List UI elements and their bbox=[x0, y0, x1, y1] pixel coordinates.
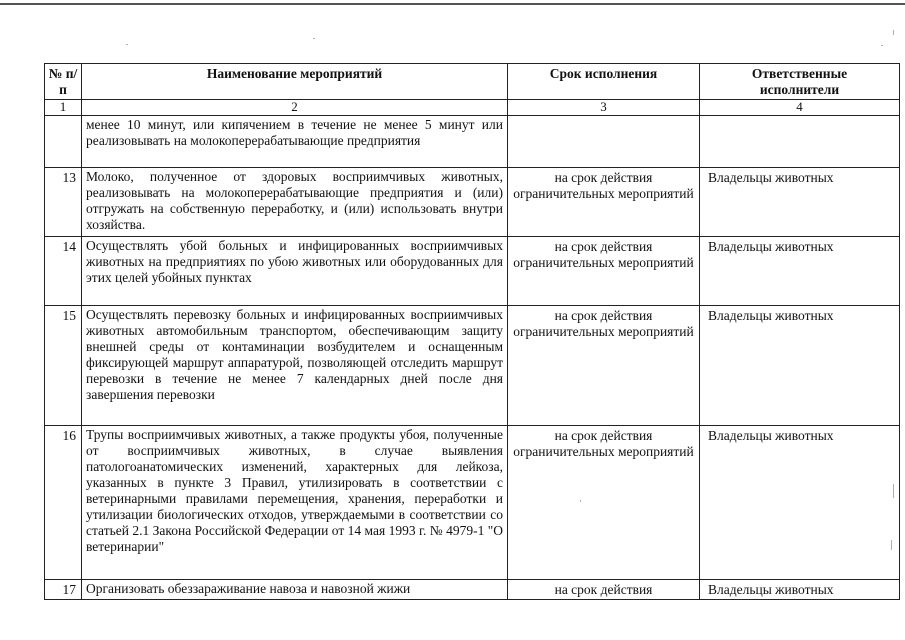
row-number: 15 bbox=[45, 306, 82, 426]
table-row bbox=[45, 306, 900, 426]
term-text: на срок действия ограничительных мероприятий bbox=[508, 168, 700, 237]
column-number: 4 bbox=[700, 100, 900, 116]
header-name: Наименование мероприятий bbox=[82, 64, 508, 100]
measure-text: менее 10 минут, или кипячением в течение не менее 5 минут или реализовывать на молокоперерабатывающие предприятия bbox=[82, 116, 508, 168]
header-term: Срок исполнения bbox=[508, 64, 700, 100]
header-exec: Ответственные исполнители bbox=[700, 64, 900, 100]
executor-text: Владельцы животных bbox=[700, 426, 900, 580]
scan-speck bbox=[126, 44, 128, 45]
term-text: на срок действия ограничительных мероприятий bbox=[508, 426, 700, 580]
term-text bbox=[508, 116, 700, 168]
measure-text: Трупы восприимчивых животных, а также продукты убоя, полученные от восприимчивых животных, в случае выявления патологоанатомических изменений, характерных для лейкоза, указанных в пункте 3 Правил, утилизировать в соответствии с ветеринарными правилами перемещения, хранения, переработки и утилизации биологических отходов, утверждаемыми в соответствии со статьей 2.1 Закона Российской Федерации от 14 мая 1993 г. № 4979-1 "О ветеринарии" bbox=[82, 426, 508, 580]
scan-speck bbox=[313, 38, 315, 39]
table-row bbox=[45, 237, 900, 306]
scan-speck bbox=[881, 45, 883, 46]
term-text: на срок действия ограничительных мероприятий bbox=[508, 237, 700, 306]
executor-text: Владельцы животных bbox=[700, 168, 900, 237]
measure-text: Осуществлять убой больных и инфицированных восприимчивых животных на предприятиях по убою животных или оборудованных для этих целей убойных пунктах bbox=[82, 237, 508, 306]
row-number bbox=[45, 116, 82, 168]
term-text: на срок действия bbox=[508, 580, 700, 600]
measures-table bbox=[44, 63, 900, 600]
executor-text: Владельцы животных bbox=[700, 580, 900, 600]
row-number: 16 bbox=[45, 426, 82, 580]
measure-text: Осуществлять перевозку больных и инфицированных восприимчивых животных автомобильным транспортом, обеспечивающим защиту внешней среды от контаминации возбудителем и оснащенным фиксирующей маршрут аппаратурой, позволяющей отследить маршрут перевозки в течение не менее 7 календарных дней после дня завершения перевозки bbox=[82, 306, 508, 426]
executor-text: Владельцы животных bbox=[700, 237, 900, 306]
row-number: 13 bbox=[45, 168, 82, 237]
term-text: на срок действия ограничительных мероприятий bbox=[508, 306, 700, 426]
column-number: 3 bbox=[508, 100, 700, 116]
column-number: 2 bbox=[82, 100, 508, 116]
header-row bbox=[45, 64, 900, 100]
row-number: 14 bbox=[45, 237, 82, 306]
measure-text: Молоко, полученное от здоровых восприимчивых животных, реализовывать на молокоперерабатывающие предприятия и (или) отгружать на собственную переработку, и (или) использовать внутри хозяйства. bbox=[82, 168, 508, 237]
executor-text bbox=[700, 116, 900, 168]
column-number: 1 bbox=[45, 100, 82, 116]
table-row bbox=[45, 168, 900, 237]
scan-speck bbox=[893, 30, 894, 35]
measure-text: Организовать обеззараживание навоза и навозной жижи bbox=[82, 580, 508, 600]
table-row bbox=[45, 116, 900, 168]
scan-edge-line bbox=[0, 3, 905, 5]
header-num: № п/п bbox=[45, 64, 82, 100]
column-number-row bbox=[45, 100, 900, 116]
table-row bbox=[45, 580, 900, 600]
row-number: 17 bbox=[45, 580, 82, 600]
executor-text: Владельцы животных bbox=[700, 306, 900, 426]
table-row bbox=[45, 426, 900, 580]
